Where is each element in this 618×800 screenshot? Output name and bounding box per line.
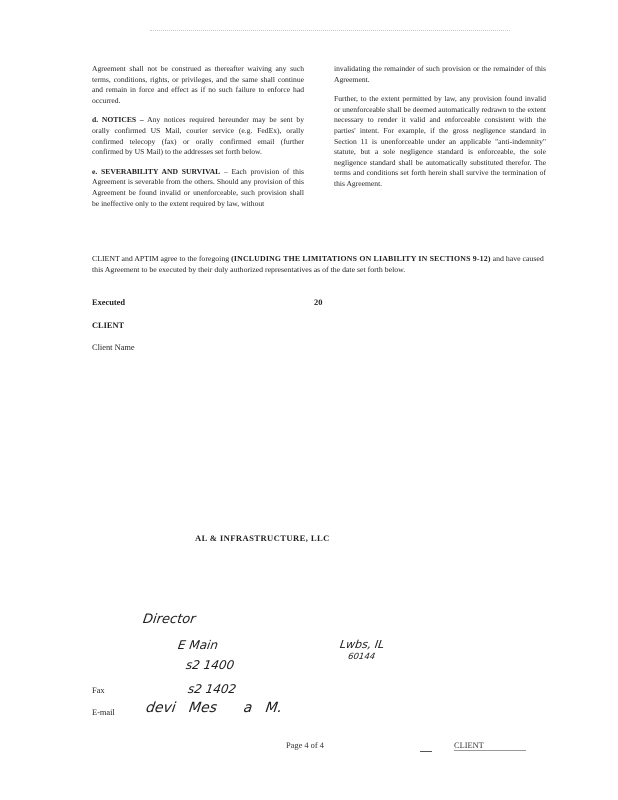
client-name-label: Client Name — [92, 343, 135, 352]
top-rule — [150, 30, 510, 31]
fax-label: Fax — [92, 686, 105, 695]
agreement-limitations: (INCLUDING THE LIMITATIONS ON LIABILITY IN SECTIONS 9-12) — [231, 254, 491, 263]
client-heading: CLIENT — [92, 321, 125, 330]
redrawn-paragraph: Further, to the extent permitted by law, any provision found invalid or unenforceable shall be deemed automatically redrawn to the extent necessary to render it valid and enforceable consistent with the parties' intent. For example, if the gross negligence standard in Section 11 is unenforceable under an applicable "anti-indemnity" statute, but a sole negligence standard is enforceable, the sole negligence standard shall be automatically substituted therefor. The terms and conditions set forth herein shall survive the termination of this Agreement. — [334, 94, 546, 188]
agreement-statement — [92, 253, 546, 275]
handwritten-title: Director — [141, 612, 197, 627]
waiver-paragraph: Agreement shall not be construed as thereafter waiving any such terms, conditions, rights, or privileges, and the same shall continue and remain in force and effect as if no such failure to enforce had occurred. — [92, 64, 304, 105]
notices-heading: d. NOTICES – — [92, 115, 144, 125]
agreement-part1: CLIENT and APTIM agree to the foregoing — [92, 254, 232, 263]
handwritten-zip: 60144 — [347, 652, 376, 662]
handwritten-fax: s2 1402 — [187, 682, 238, 696]
handwritten-email: devi Mes a M. — [144, 700, 284, 716]
company-name: AL & INFRASTRUCTURE, LLC — [195, 533, 330, 543]
page-number: Page 4 of 4 — [286, 741, 324, 750]
email-label: E-mail — [92, 708, 115, 717]
notices-body: Any notices required hereunder may be sent by orally confirmed US Mail, courier service (e.g. FedEx), orally confirmed telecopy (fax) or orally confirmed email (further confirmed by US Mail) to the addresses set forth below. — [92, 115, 304, 157]
initial-mark — [420, 751, 432, 755]
right-column — [334, 64, 546, 199]
invalidating-paragraph: invalidating the remainder of such provision or the remainder of this Agreement. — [334, 64, 546, 84]
handwritten-street: E Main — [177, 638, 220, 652]
handwritten-city-state: Lwbs, IL — [339, 638, 386, 651]
severability-body: – Each provision of this Agreement is severable from the others. Should any provision of this Agreement be found invalid or unenforceable, such provision shall be ineffective only to the extent required by law, without — [92, 166, 305, 208]
footer-client: CLIENT — [454, 741, 526, 751]
severability-paragraph — [92, 167, 304, 209]
executed-label: Executed — [92, 298, 126, 307]
handwritten-phone: s2 1400 — [185, 658, 236, 672]
year-fragment: 20 — [314, 298, 323, 307]
left-column — [92, 64, 304, 218]
notices-paragraph — [92, 115, 304, 157]
agreement-part2: and have caused this Agreement to be executed by their duly authorized representatives as of the date set forth below. — [92, 254, 544, 274]
severability-heading: e. SEVERABILITY AND SURVIVAL — [92, 166, 221, 176]
